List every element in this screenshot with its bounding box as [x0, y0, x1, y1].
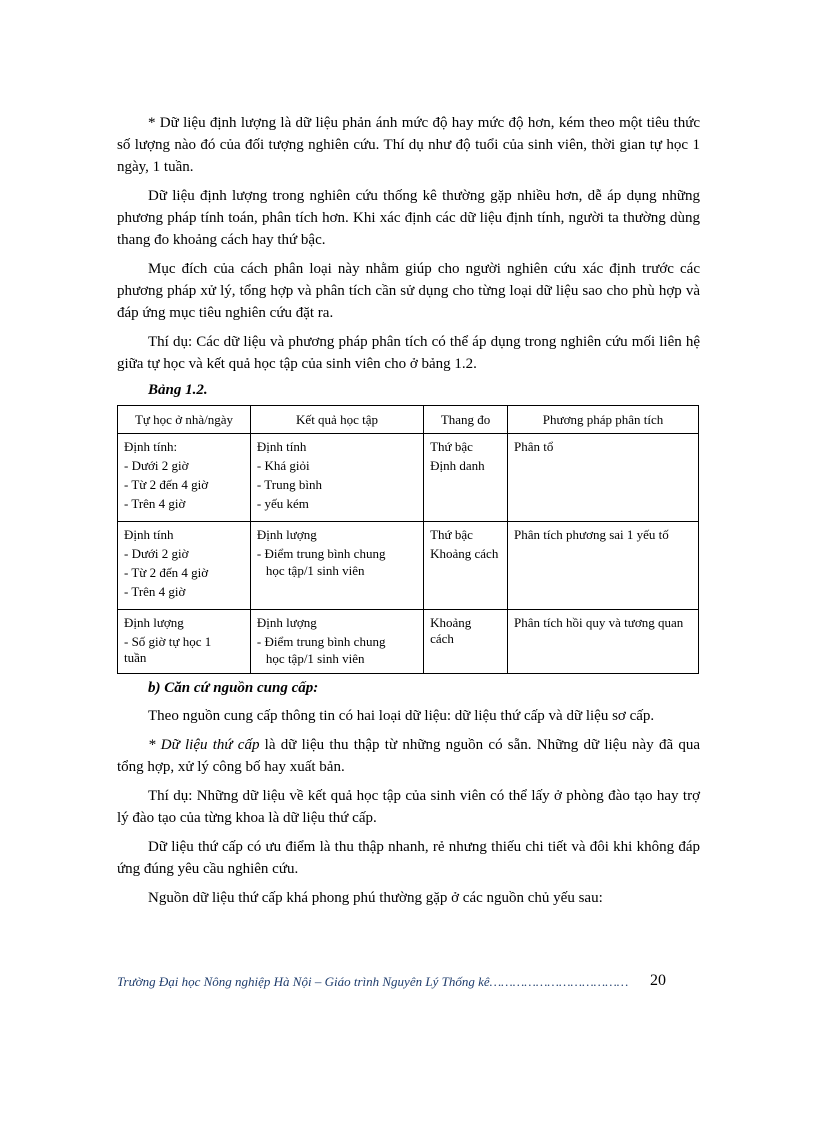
paragraph: Thí dụ: Các dữ liệu và phương pháp phân tích có thể áp dụng trong nghiên cứu mối liên hệ giữa tự học và kết quả học tập của sinh viên cho ở bảng 1.2.: [117, 334, 700, 372]
table-cell: [424, 522, 508, 610]
paragraph: Nguồn dữ liệu thứ cấp khá phong phú thường gặp ở các nguồn chủ yếu sau:: [148, 890, 603, 906]
cell-line: Định lượng: [256, 615, 317, 630]
cell-line: - yếu kém: [256, 496, 309, 511]
table-header-cell: Thang đo: [424, 406, 508, 434]
table-cell: [508, 610, 699, 674]
table-caption: Bảng 1.2.: [148, 382, 208, 398]
cell-line: Phân tích phương sai 1 yếu tố: [514, 527, 669, 542]
table-cell: [118, 610, 251, 674]
page-footer: Trường Đại học Nông nghiệp Hà Nội – Giáo trình Nguyên Lý Thống kê………………………………: [117, 974, 629, 989]
cell-line: Phân tích hồi quy và tương quan: [514, 615, 684, 630]
table-cell: [424, 434, 508, 522]
cell-line: Định tính: [256, 439, 307, 454]
table-header-cell: Kết quả học tập: [250, 406, 423, 434]
cell-line: học tập/1 sinh viên: [265, 563, 365, 578]
paragraph: * Dữ liệu định lượng là dữ liệu phản ánh mức độ hay mức độ hơn, kém theo một tiêu thức số lượng nào đó của đối tượng nghiên cứu. Thí dụ như độ tuổi của sinh viên, thời gian tự học 1 ngày, 1 tuần.: [117, 115, 700, 175]
cell-line: Định danh: [430, 458, 485, 473]
paragraph: Theo nguồn cung cấp thông tin có hai loại dữ liệu: dữ liệu thứ cấp và dữ liệu sơ cấp.: [148, 708, 655, 724]
cell-line: Định lượng: [124, 615, 184, 630]
cell-line: Khoảng cách: [430, 546, 499, 561]
cell-line: - Dưới 2 giờ: [124, 546, 189, 561]
table-cell: [508, 522, 699, 610]
cell-line: Thứ bậc: [430, 439, 473, 454]
table-row: [118, 434, 699, 522]
paragraph: Dữ liệu định lượng trong nghiên cứu thống kê thường gặp nhiều hơn, dễ áp dụng những phương pháp tính toán, phân tích hơn. Khi xác định các dữ liệu định tính, người ta thường dùng thang đo khoảng cách hay thứ bậc.: [117, 188, 700, 248]
cell-line: học tập/1 sinh viên: [265, 651, 365, 666]
cell-line: - Điểm trung bình chung: [256, 546, 386, 561]
cell-line: - Trên 4 giờ: [124, 496, 186, 511]
section-heading: b) Căn cứ nguồn cung cấp:: [148, 680, 319, 696]
table-row: [118, 610, 699, 674]
page-number: 20: [650, 972, 666, 989]
table-cell: [118, 522, 251, 610]
paragraph: Mục đích của cách phân loại này nhằm giúp cho người nghiên cứu xác định trước các phương pháp xử lý, tổng hợp và phân tích cần sử dụng cho từng loại dữ liệu sao cho phù hợp và đáp ứng mục tiêu nghiên cứu đặt ra.: [117, 261, 700, 321]
table-cell: [118, 434, 251, 522]
cell-line: Khoảng cách: [430, 615, 472, 646]
cell-line: Định tính: [124, 527, 174, 542]
cell-line: - Khá giỏi: [256, 458, 310, 473]
cell-line: - Trên 4 giờ: [124, 584, 186, 599]
table-header-row: [118, 406, 699, 434]
paragraph: Thí dụ: Những dữ liệu về kết quả học tập của sinh viên có thể lấy ở phòng đào tạo hay trợ lý đào tạo của từng khoa là dữ liệu thứ cấp.: [117, 788, 700, 826]
table-cell: [424, 610, 508, 674]
cell-line: Thứ bậc: [430, 527, 473, 542]
table-cell: [250, 522, 423, 610]
data-table: [117, 405, 699, 674]
table-cell: [508, 434, 699, 522]
paragraph: Dữ liệu thứ cấp có ưu điểm là thu thập nhanh, rẻ nhưng thiếu chi tiết và đôi khi không đáp ứng đúng yêu cầu nghiên cứu.: [117, 839, 700, 877]
cell-line: Định lượng: [256, 527, 317, 542]
table-cell: [250, 610, 423, 674]
cell-line: - Từ 2 đến 4 giờ: [124, 477, 209, 492]
paragraph-text: là dữ liệu thu thập từ những nguồn có sẵn. Những dữ liệu này đã qua tổng hợp, xử lý công bố hay xuất bản.: [117, 737, 700, 775]
cell-line: - Điểm trung bình chung: [256, 634, 386, 649]
table-header-cell: Tự học ở nhà/ngày: [118, 406, 251, 434]
cell-line: Phân tổ: [514, 439, 554, 454]
page-body: [117, 112, 700, 916]
cell-line: Định tính:: [124, 439, 178, 454]
cell-line: - Số giờ tự học 1 tuần: [124, 634, 212, 665]
emphasis-term: * Dữ liệu thứ cấp: [148, 737, 260, 753]
table-row: [118, 522, 699, 610]
cell-line: - Dưới 2 giờ: [124, 458, 189, 473]
cell-line: - Từ 2 đến 4 giờ: [124, 565, 209, 580]
table-header-cell: Phương pháp phân tích: [508, 406, 699, 434]
paragraph: [117, 734, 700, 778]
cell-line: - Trung bình: [256, 477, 322, 492]
table-cell: [250, 434, 423, 522]
